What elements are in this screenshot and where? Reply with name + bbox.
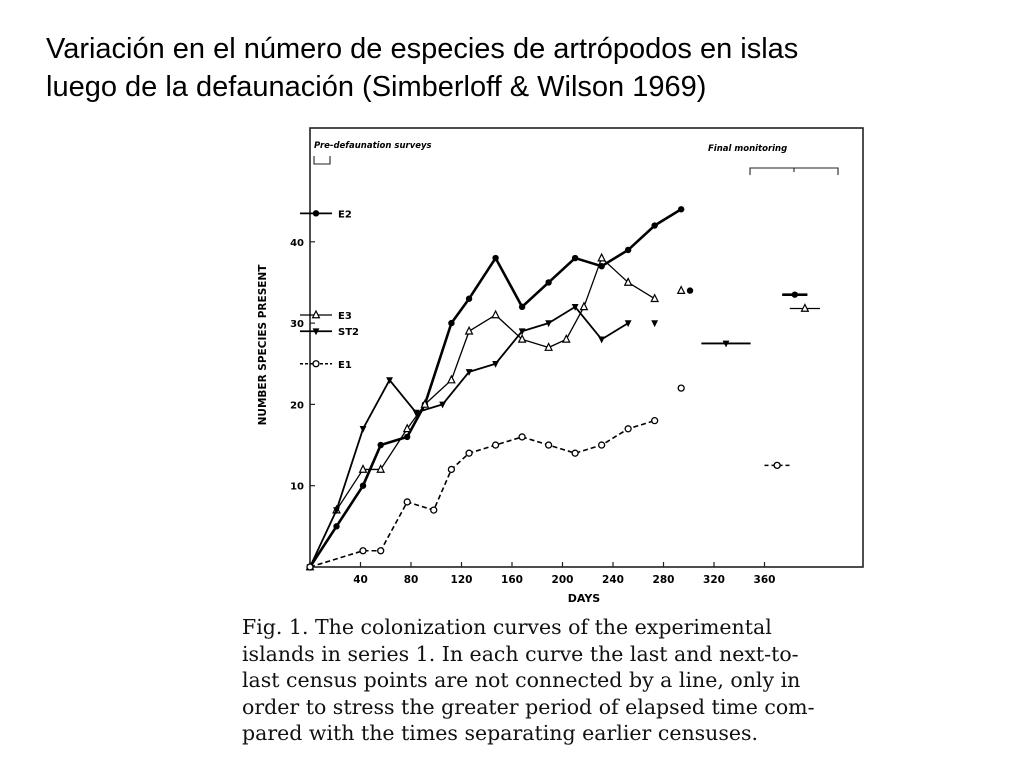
- slide-title-line-1: Variación en el número de especies de artrópodos en islas: [46, 33, 799, 65]
- data-point: [599, 442, 605, 448]
- x-tick-label: 160: [501, 574, 523, 586]
- data-point: [651, 295, 658, 302]
- chart-series: [307, 206, 820, 571]
- caption-line-4: order to stress the greater period of elapsed time com-: [242, 694, 815, 719]
- data-point: [581, 303, 588, 310]
- x-tick-label: 240: [602, 574, 624, 586]
- data-point: [652, 418, 658, 424]
- data-point: [448, 376, 455, 383]
- final-monitoring-label: Final monitoring: [708, 144, 788, 154]
- data-point: [492, 255, 498, 261]
- data-point: [404, 434, 410, 440]
- data-point: [651, 320, 658, 327]
- data-point: [360, 483, 366, 489]
- data-point: [625, 426, 631, 432]
- pre-defaunation-bracket: [314, 156, 330, 164]
- data-point: [598, 254, 605, 261]
- data-point: [448, 320, 454, 326]
- y-tick-label: 30: [290, 319, 304, 331]
- legend-e2: [300, 209, 352, 220]
- legend-st2: [300, 327, 359, 338]
- x-tick-label: 280: [652, 574, 675, 586]
- series-e2: [307, 206, 808, 570]
- series-line: [310, 258, 655, 567]
- legend-e1: [300, 360, 352, 371]
- caption-line-3: last census points are not connected by a line, only in: [242, 668, 801, 692]
- slide-title-line-2: luego de la defaunación (Simberloff & Wilson 1969): [46, 71, 707, 103]
- legend-label: E1: [338, 359, 352, 371]
- series-e3: [307, 254, 820, 570]
- data-point: [519, 434, 525, 440]
- caption-line-2: islands in series 1. In each curve the last and next-to-: [242, 641, 799, 666]
- data-point: [519, 304, 525, 310]
- series-st2: [307, 304, 751, 571]
- x-tick-label: 320: [703, 574, 725, 586]
- figure-caption: [242, 614, 882, 747]
- data-point: [678, 385, 684, 391]
- legend-e3: [300, 311, 352, 322]
- x-tick-label: 40: [353, 574, 368, 586]
- data-point: [492, 311, 499, 318]
- legend-label: E3: [338, 310, 352, 322]
- data-point: [360, 426, 367, 433]
- data-point: [448, 466, 454, 472]
- legend-marker: [313, 361, 319, 367]
- data-point: [545, 279, 551, 285]
- legend-marker: [313, 210, 319, 216]
- data-point: [598, 337, 605, 344]
- final-monitoring-bracket: [750, 168, 838, 175]
- caption-line-5: pared with the times separating earlier censuses.: [242, 721, 759, 745]
- data-point: [466, 450, 472, 456]
- x-axis-label: DAYS: [567, 592, 601, 605]
- data-point: [378, 548, 384, 554]
- x-tick-label: 360: [753, 574, 776, 586]
- chart-frame: [310, 128, 863, 567]
- series-e1: [307, 385, 790, 570]
- chart-annotations: [314, 141, 838, 175]
- caption-line-1: Fig. 1. The colonization curves of the experimental: [242, 615, 772, 639]
- legend-label: E2: [338, 209, 352, 221]
- data-point: [307, 564, 313, 570]
- y-tick-label: 40: [290, 237, 304, 249]
- chart-legend: [300, 209, 359, 370]
- data-point: [687, 287, 693, 293]
- series-line: [310, 307, 628, 567]
- data-point: [360, 548, 366, 554]
- data-point: [431, 507, 437, 513]
- data-point: [333, 523, 339, 529]
- data-point: [678, 206, 684, 212]
- series-line: [310, 209, 681, 567]
- data-point: [466, 296, 472, 302]
- final-monitoring-point: [792, 291, 798, 297]
- data-point: [404, 499, 410, 505]
- y-tick-label: 20: [290, 400, 304, 412]
- data-point: [563, 335, 570, 342]
- x-tick-label: 200: [551, 574, 574, 586]
- data-point: [572, 255, 578, 261]
- x-tick-label: 80: [403, 574, 419, 586]
- x-tick-label: 120: [450, 574, 473, 586]
- data-point: [378, 442, 384, 448]
- data-point: [546, 442, 552, 448]
- data-point: [493, 442, 499, 448]
- chart-axes: [257, 238, 775, 605]
- data-point: [466, 327, 473, 334]
- legend-label: ST2: [338, 327, 359, 339]
- data-point: [678, 287, 685, 294]
- data-point: [625, 247, 631, 253]
- plot-border: [310, 128, 863, 567]
- final-monitoring-point: [774, 462, 780, 468]
- y-axis-label: NUMBER SPECIES PRESENT: [257, 264, 269, 426]
- data-point: [572, 450, 578, 456]
- pre-defaunation-label: Pre-defaunation surveys: [314, 141, 432, 151]
- y-tick-label: 10: [290, 481, 304, 493]
- data-point: [651, 222, 657, 228]
